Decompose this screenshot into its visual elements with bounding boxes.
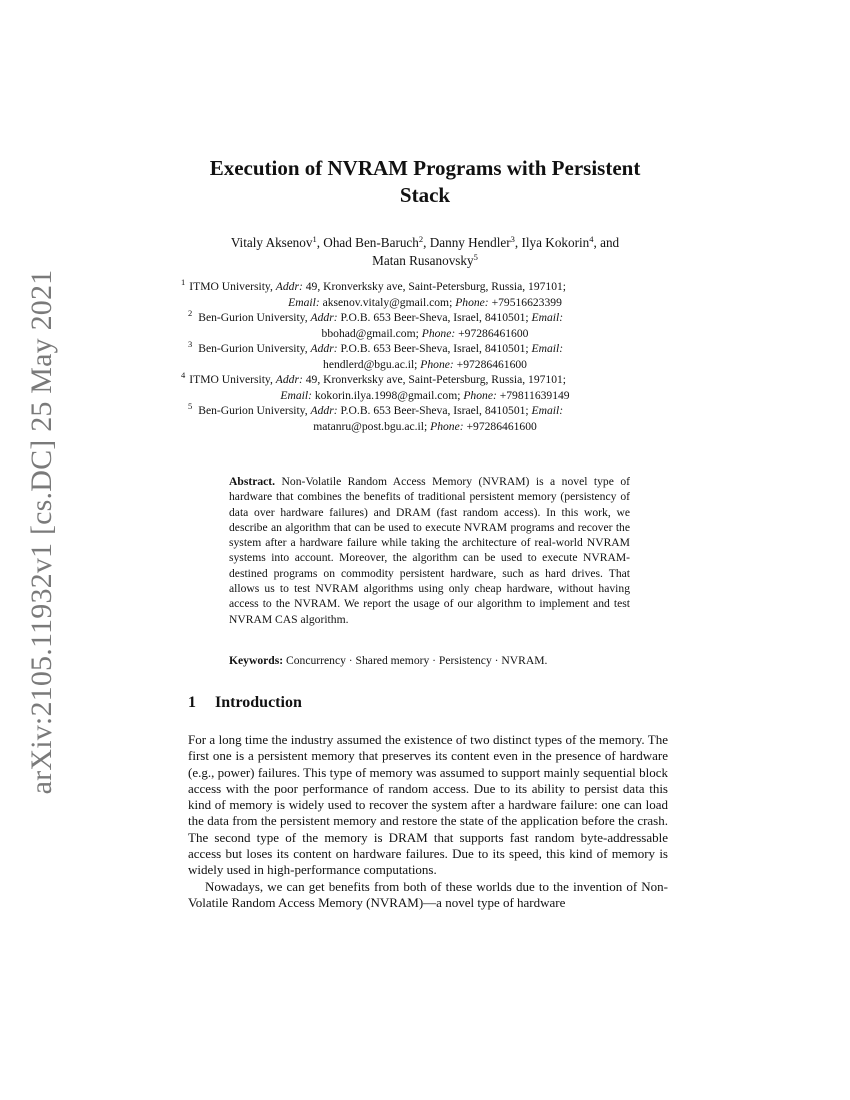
arxiv-identifier: arXiv:2105.11932v1 [cs.DC] 25 May 2021 xyxy=(25,269,58,795)
author-separator: , xyxy=(423,235,430,250)
affiliation-list xyxy=(180,279,670,434)
affiliation-mark: 3 xyxy=(188,339,193,349)
author-affiliation-mark: 5 xyxy=(473,252,478,262)
abstract-label: Abstract. xyxy=(229,475,276,488)
affiliation-mark: 1 xyxy=(181,277,186,287)
phone-label: Phone: xyxy=(421,326,456,340)
affiliation-phone: +97286461600 xyxy=(455,326,529,340)
keywords-text: Concurrency · Shared memory · Persistency · NVRAM. xyxy=(286,654,548,667)
affiliation-item xyxy=(180,310,670,341)
addr-label: Addr: xyxy=(275,373,303,386)
addr-label: Addr: xyxy=(310,342,338,355)
addr-label: Addr: xyxy=(275,280,303,293)
email-label: Email: xyxy=(280,388,312,402)
email-label: Email: xyxy=(531,404,564,417)
affiliation-email: bbohad@gmail.com; xyxy=(321,326,422,340)
affiliation-item xyxy=(180,279,670,310)
section-number: 1 xyxy=(188,694,196,711)
author-name: Matan Rusanovsky xyxy=(372,253,474,268)
section-title: Introduction xyxy=(215,694,302,711)
phone-label: Phone: xyxy=(455,295,489,309)
keywords-label: Keywords: xyxy=(229,654,284,667)
affiliation-institution: Ben-Gurion University, xyxy=(198,342,311,355)
affiliation-institution: ITMO University, xyxy=(189,280,276,293)
arxiv-sidebar-stamp xyxy=(18,269,66,795)
author-separator: , xyxy=(316,235,324,250)
email-label: Email: xyxy=(288,295,320,309)
author-line-2 xyxy=(170,252,680,270)
author-line-1 xyxy=(170,234,680,252)
affiliation-mark: 2 xyxy=(188,308,193,318)
affiliation-email: hendlerd@bgu.ac.il; xyxy=(323,357,421,371)
phone-label: Phone: xyxy=(420,357,454,371)
email-label: Email: xyxy=(531,311,564,324)
body-paragraph-1: For a long time the industry assumed the existence of two distinct types of the memory. The first one is a persistent memory that preserves its content even in the presence of hardware (e.g., power) failures. This type of memory was assumed to support mainly sequential block access with the poor performance of random access. Due to its ability to persist data this kind of memory is widely used to recover the system after a hardware failure: one can load the data from the persistent memory and restore the state of the application before the crash. The second type of the memory is DRAM that supports fast random byte-addressable access but loses its content on hardware failures. Due to its speed, this kind of memory is widely used in high-performance computations. xyxy=(188,732,668,878)
affiliation-phone: +97286461600 xyxy=(463,419,537,433)
addr-label: Addr: xyxy=(310,404,338,417)
affiliation-institution: Ben-Gurion University, xyxy=(198,404,311,417)
author-separator: , xyxy=(514,235,522,250)
paper-title-line-1: Execution of NVRAM Programs with Persistent xyxy=(209,156,641,180)
addr-label: Addr: xyxy=(310,311,338,324)
affiliation-item xyxy=(180,341,670,372)
abstract-text: Non-Volatile Random Access Memory (NVRAM) is a novel type of hardware that combines the benefits of traditional persistent memory (persistency of data over hardware failures) and DRAM (fast random access). In this work, we describe an algorithm that can be used to execute NVRAM programs and recover the system after a hardware failure while taking the architecture of real-world NVRAM systems into account. Moreover, the algorithm can be used to execute NVRAM-destined programs on commodity persistent hardware, such as hard drives. That allows us to test NVRAM algorithms using only cheap hardware, without having access to the NVRAM. We report the usage of our algorithm to implement and test NVRAM CAS algorithm. xyxy=(229,475,630,626)
affiliation-email: kokorin.ilya.1998@gmail.com; xyxy=(311,388,464,402)
affiliation-email: matanru@post.bgu.ac.il; xyxy=(313,419,431,433)
affiliation-phone: +79811639149 xyxy=(496,388,570,402)
keywords xyxy=(229,653,630,668)
affiliation-institution: ITMO University, xyxy=(189,373,276,386)
email-label: Email: xyxy=(531,342,564,355)
author-affiliation-mark: 2 xyxy=(418,234,424,244)
affiliation-address: P.O.B. 653 Beer-Sheva, Israel, 8410501; xyxy=(337,404,532,417)
author-name: Vitaly Aksenov xyxy=(230,235,313,250)
paper-title-line-2: Stack xyxy=(399,183,451,207)
affiliation-phone: +79516623399 xyxy=(488,295,562,309)
affiliation-address: P.O.B. 653 Beer-Sheva, Israel, 8410501; xyxy=(337,342,532,355)
affiliation-address: P.O.B. 653 Beer-Sheva, Israel, 8410501; xyxy=(337,311,532,324)
affiliation-item xyxy=(180,372,670,403)
affiliation-address: 49, Kronverksky ave, Saint-Petersburg, Russia, 197101; xyxy=(302,280,567,293)
author-separator: , and xyxy=(593,235,620,250)
affiliation-mark: 4 xyxy=(181,370,186,380)
author-list xyxy=(170,234,680,270)
phone-label: Phone: xyxy=(430,419,464,433)
phone-label: Phone: xyxy=(463,388,497,402)
author-name: Ilya Kokorin xyxy=(521,235,590,250)
affiliation-mark: 5 xyxy=(188,401,193,411)
affiliation-phone: +97286461600 xyxy=(453,357,527,371)
author-affiliation-mark: 4 xyxy=(589,234,594,244)
abstract xyxy=(229,474,630,627)
body-paragraph-2: Nowadays, we can get benefits from both of these worlds due to the invention of Non-Volatile Random Access Memory (NVRAM)—a novel type of hardware xyxy=(188,878,668,910)
section-heading xyxy=(188,693,302,713)
author-name: Danny Hendler xyxy=(429,235,511,250)
affiliation-item xyxy=(180,403,670,434)
author-affiliation-mark: 3 xyxy=(510,234,515,244)
paper-title xyxy=(160,155,690,209)
body-text xyxy=(188,732,668,911)
author-affiliation-mark: 1 xyxy=(312,234,317,244)
author-name: Ohad Ben-Baruch xyxy=(323,235,419,250)
affiliation-institution: Ben-Gurion University, xyxy=(198,311,311,324)
affiliation-address: 49, Kronverksky ave, Saint-Petersburg, Russia, 197101; xyxy=(302,373,567,386)
affiliation-email: aksenov.vitaly@gmail.com; xyxy=(319,295,456,309)
